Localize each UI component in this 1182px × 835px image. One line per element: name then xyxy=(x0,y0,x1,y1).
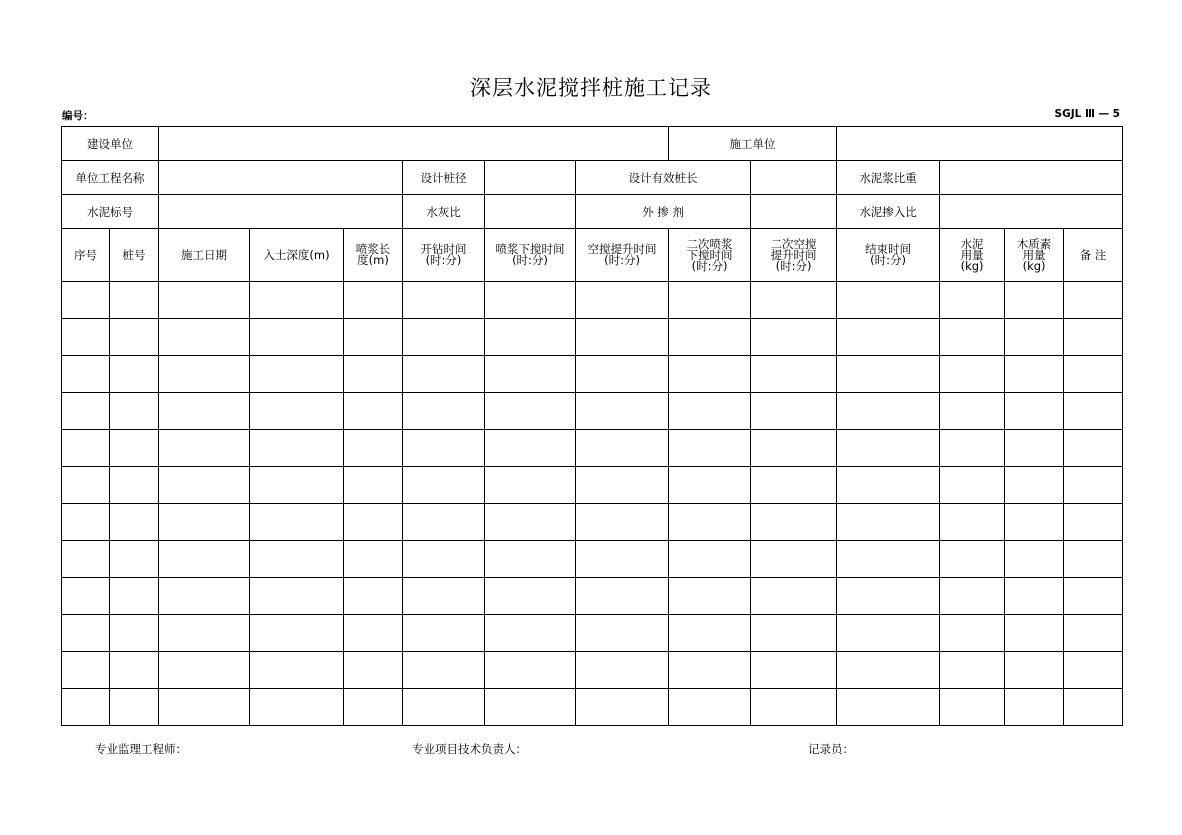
column-header-line: (时:分) xyxy=(425,253,462,267)
table-cell[interactable] xyxy=(62,282,110,319)
table-cell[interactable] xyxy=(485,541,576,578)
construction-unit-value[interactable] xyxy=(159,127,669,161)
column-header-line: (时:分) xyxy=(775,258,812,273)
table-cell[interactable] xyxy=(576,689,669,726)
table-cell[interactable] xyxy=(576,282,669,319)
table-cell[interactable] xyxy=(250,319,344,356)
table-cell[interactable] xyxy=(576,652,669,689)
table-cell[interactable] xyxy=(837,430,940,467)
column-header xyxy=(344,229,403,282)
table-cell[interactable] xyxy=(62,319,110,356)
table-cell[interactable] xyxy=(403,652,485,689)
table-cell[interactable] xyxy=(159,652,250,689)
table-cell[interactable] xyxy=(110,467,159,504)
table-cell[interactable] xyxy=(751,689,837,726)
table-cell[interactable] xyxy=(576,430,669,467)
table-cell[interactable] xyxy=(1064,578,1123,615)
column-header xyxy=(669,229,751,282)
table-cell[interactable] xyxy=(403,541,485,578)
table-cell[interactable] xyxy=(62,578,110,615)
table-cell[interactable] xyxy=(751,467,837,504)
table-cell[interactable] xyxy=(110,282,159,319)
table-cell[interactable] xyxy=(751,282,837,319)
column-header xyxy=(1064,229,1123,282)
admixture-label: 外 掺 剂 xyxy=(576,195,751,229)
table-row xyxy=(62,541,1123,578)
builder-unit-label: 施工单位 xyxy=(669,127,837,161)
table-cell[interactable] xyxy=(110,504,159,541)
column-header-line: (时:分) xyxy=(604,253,640,267)
table-cell[interactable] xyxy=(344,282,403,319)
table-row xyxy=(62,430,1123,467)
project-name-label: 单位工程名称 xyxy=(62,161,159,195)
column-header-line: 入土深度(m) xyxy=(263,247,330,262)
column-header-line: (kg) xyxy=(1022,258,1046,273)
table-cell[interactable] xyxy=(1064,689,1123,726)
table-cell[interactable] xyxy=(485,467,576,504)
table-cell[interactable] xyxy=(110,430,159,467)
table-cell[interactable] xyxy=(250,578,344,615)
table-cell[interactable] xyxy=(751,615,837,652)
table-cell[interactable] xyxy=(751,356,837,393)
table-cell[interactable] xyxy=(940,541,1005,578)
table-cell[interactable] xyxy=(485,652,576,689)
table-row xyxy=(62,467,1123,504)
table-cell[interactable] xyxy=(403,467,485,504)
table-cell[interactable] xyxy=(669,541,751,578)
table-cell[interactable] xyxy=(403,393,485,430)
table-cell[interactable] xyxy=(669,356,751,393)
table-cell[interactable] xyxy=(940,319,1005,356)
table-cell[interactable] xyxy=(485,504,576,541)
table-cell[interactable] xyxy=(669,319,751,356)
table-row xyxy=(62,504,1123,541)
table-cell[interactable] xyxy=(485,282,576,319)
construction-unit-label: 建设单位 xyxy=(62,127,159,161)
table-cell[interactable] xyxy=(485,689,576,726)
table-cell[interactable] xyxy=(1064,652,1123,689)
column-header-line: 二次喷浆 xyxy=(686,236,733,251)
table-cell[interactable] xyxy=(576,504,669,541)
table-cell[interactable] xyxy=(62,615,110,652)
table-cell[interactable] xyxy=(344,393,403,430)
table-cell[interactable] xyxy=(837,467,940,504)
table-cell[interactable] xyxy=(751,504,837,541)
table-cell[interactable] xyxy=(250,504,344,541)
slurry-density-value[interactable] xyxy=(940,161,1123,195)
column-header-line: 木质素 xyxy=(1016,236,1052,251)
table-cell[interactable] xyxy=(669,652,751,689)
table-cell[interactable] xyxy=(485,615,576,652)
table-cell[interactable] xyxy=(344,652,403,689)
design-length-label: 设计有效桩长 xyxy=(576,161,751,195)
wc-ratio-label: 水灰比 xyxy=(403,195,485,229)
table-cell[interactable] xyxy=(1064,356,1123,393)
table-cell[interactable] xyxy=(159,541,250,578)
table-cell[interactable] xyxy=(837,282,940,319)
table-row xyxy=(62,356,1123,393)
table-cell[interactable] xyxy=(751,541,837,578)
table-cell[interactable] xyxy=(837,652,940,689)
cement-ratio-label: 水泥掺入比 xyxy=(837,195,940,229)
table-cell[interactable] xyxy=(1005,615,1064,652)
table-cell[interactable] xyxy=(344,356,403,393)
table-cell[interactable] xyxy=(1005,393,1064,430)
table-cell[interactable] xyxy=(403,504,485,541)
table-cell[interactable] xyxy=(344,504,403,541)
design-length-value[interactable] xyxy=(751,161,837,195)
table-cell[interactable] xyxy=(403,282,485,319)
column-header xyxy=(110,229,159,282)
table-row xyxy=(62,319,1123,356)
table-cell[interactable] xyxy=(837,578,940,615)
table-cell[interactable] xyxy=(1064,319,1123,356)
table-cell[interactable] xyxy=(250,652,344,689)
column-header-line: 施工日期 xyxy=(181,247,227,262)
table-row xyxy=(62,578,1123,615)
column-header xyxy=(485,229,576,282)
table-cell[interactable] xyxy=(669,467,751,504)
table-cell[interactable] xyxy=(751,393,837,430)
table-cell[interactable] xyxy=(837,689,940,726)
table-cell[interactable] xyxy=(62,430,110,467)
table-cell[interactable] xyxy=(576,356,669,393)
column-header-line: 提升时间 xyxy=(770,247,817,262)
table-cell[interactable] xyxy=(751,652,837,689)
table-cell[interactable] xyxy=(1005,541,1064,578)
table-cell[interactable] xyxy=(403,689,485,726)
column-header xyxy=(751,229,837,282)
table-cell[interactable] xyxy=(940,652,1005,689)
table-cell[interactable] xyxy=(485,393,576,430)
table-cell[interactable] xyxy=(940,393,1005,430)
table-cell[interactable] xyxy=(344,689,403,726)
table-cell[interactable] xyxy=(250,282,344,319)
table-cell[interactable] xyxy=(62,652,110,689)
table-row xyxy=(62,615,1123,652)
table-cell[interactable] xyxy=(485,319,576,356)
column-header xyxy=(940,229,1005,282)
table-cell[interactable] xyxy=(159,393,250,430)
table-cell[interactable] xyxy=(62,356,110,393)
design-diameter-label: 设计桩径 xyxy=(403,161,485,195)
table-cell[interactable] xyxy=(250,689,344,726)
table-cell[interactable] xyxy=(250,467,344,504)
table-cell[interactable] xyxy=(159,578,250,615)
table-cell[interactable] xyxy=(110,689,159,726)
table-cell[interactable] xyxy=(576,578,669,615)
table-cell[interactable] xyxy=(110,393,159,430)
table-cell[interactable] xyxy=(1005,578,1064,615)
column-header-line: (时:分) xyxy=(691,258,728,273)
table-cell[interactable] xyxy=(576,615,669,652)
column-header-line: (时:分) xyxy=(512,253,548,267)
table-cell[interactable] xyxy=(940,282,1005,319)
table-cell[interactable] xyxy=(940,689,1005,726)
table-cell[interactable] xyxy=(62,689,110,726)
table-cell[interactable] xyxy=(159,282,250,319)
table-cell[interactable] xyxy=(1064,282,1123,319)
table-cell[interactable] xyxy=(250,615,344,652)
table-cell[interactable] xyxy=(940,504,1005,541)
table-cell[interactable] xyxy=(1005,467,1064,504)
table-cell[interactable] xyxy=(940,356,1005,393)
column-header-line: 备 注 xyxy=(1079,247,1107,262)
table-cell[interactable] xyxy=(1064,430,1123,467)
form-code: SGJL Ⅲ — 5 xyxy=(1054,108,1120,120)
column-header-line: 水泥 xyxy=(960,236,984,251)
table-cell[interactable] xyxy=(940,430,1005,467)
table-cell[interactable] xyxy=(159,319,250,356)
table-cell[interactable] xyxy=(485,356,576,393)
table-cell[interactable] xyxy=(110,541,159,578)
table-cell[interactable] xyxy=(669,615,751,652)
page-title: 深层水泥搅拌桩施工记录 xyxy=(470,76,712,100)
table-cell[interactable] xyxy=(751,319,837,356)
table-cell[interactable] xyxy=(940,615,1005,652)
column-header xyxy=(250,229,344,282)
column-header-line: 桩号 xyxy=(122,247,146,262)
table-cell[interactable] xyxy=(344,319,403,356)
table-cell[interactable] xyxy=(1064,504,1123,541)
table-cell[interactable] xyxy=(344,615,403,652)
column-header-line: 用量 xyxy=(1022,247,1046,262)
table-cell[interactable] xyxy=(250,430,344,467)
table-cell[interactable] xyxy=(837,356,940,393)
table-cell[interactable] xyxy=(110,319,159,356)
builder-unit-value[interactable] xyxy=(837,127,1123,161)
column-header-line: 序号 xyxy=(74,247,97,262)
table-cell[interactable] xyxy=(62,467,110,504)
table-row xyxy=(62,282,1123,319)
table-cell[interactable] xyxy=(485,430,576,467)
table-cell[interactable] xyxy=(250,541,344,578)
table-cell[interactable] xyxy=(837,319,940,356)
cement-grade-label: 水泥标号 xyxy=(62,195,159,229)
slurry-density-label: 水泥浆比重 xyxy=(837,161,940,195)
column-header xyxy=(62,229,110,282)
table-cell[interactable] xyxy=(250,356,344,393)
table-cell[interactable] xyxy=(576,393,669,430)
table-cell[interactable] xyxy=(344,541,403,578)
column-header-row xyxy=(62,229,1123,282)
column-header-line: 二次空搅 xyxy=(770,236,817,251)
column-header-line: 空搅提升时间 xyxy=(587,242,657,256)
column-header xyxy=(403,229,485,282)
tech-lead-signature-label: 专业项目技术负责人： xyxy=(412,742,527,756)
column-header-line: (kg) xyxy=(960,258,984,273)
table-cell[interactable] xyxy=(837,541,940,578)
table-cell[interactable] xyxy=(1005,430,1064,467)
table-cell[interactable] xyxy=(62,504,110,541)
table-cell[interactable] xyxy=(110,652,159,689)
table-cell[interactable] xyxy=(1064,615,1123,652)
table-cell[interactable] xyxy=(159,504,250,541)
table-cell[interactable] xyxy=(1005,652,1064,689)
table-cell[interactable] xyxy=(940,578,1005,615)
column-header xyxy=(576,229,669,282)
column-header-line: 喷浆长 xyxy=(355,242,391,256)
table-cell[interactable] xyxy=(110,578,159,615)
table-cell[interactable] xyxy=(403,356,485,393)
table-cell[interactable] xyxy=(669,282,751,319)
column-header-line: 结束时间 xyxy=(865,242,912,256)
table-cell[interactable] xyxy=(62,393,110,430)
column-header-line: 度(m) xyxy=(357,253,389,267)
column-header-line: (时:分) xyxy=(870,253,906,267)
table-cell[interactable] xyxy=(837,393,940,430)
table-cell[interactable] xyxy=(344,578,403,615)
column-header-line: 开钻时间 xyxy=(420,242,467,256)
table-cell[interactable] xyxy=(159,467,250,504)
table-cell[interactable] xyxy=(669,504,751,541)
table-cell[interactable] xyxy=(110,356,159,393)
table-cell[interactable] xyxy=(159,430,250,467)
table-cell[interactable] xyxy=(837,504,940,541)
supervisor-signature-label: 专业监理工程师： xyxy=(95,742,187,756)
table-cell[interactable] xyxy=(344,467,403,504)
table-cell[interactable] xyxy=(403,319,485,356)
table-cell[interactable] xyxy=(344,430,403,467)
table-cell[interactable] xyxy=(485,578,576,615)
cement-grade-value[interactable] xyxy=(159,195,403,229)
table-cell[interactable] xyxy=(669,393,751,430)
table-cell[interactable] xyxy=(159,615,250,652)
project-name-value[interactable] xyxy=(159,161,403,195)
table-cell[interactable] xyxy=(751,430,837,467)
table-cell[interactable] xyxy=(250,393,344,430)
table-cell[interactable] xyxy=(159,689,250,726)
column-header xyxy=(159,229,250,282)
table-cell[interactable] xyxy=(837,615,940,652)
table-cell[interactable] xyxy=(1005,504,1064,541)
form-number-label: 编号： xyxy=(62,110,94,122)
table-cell[interactable] xyxy=(1005,356,1064,393)
design-diameter-value[interactable] xyxy=(485,161,576,195)
table-cell[interactable] xyxy=(940,467,1005,504)
table-cell[interactable] xyxy=(669,689,751,726)
table-cell[interactable] xyxy=(110,615,159,652)
table-cell[interactable] xyxy=(1005,689,1064,726)
table-cell[interactable] xyxy=(1005,319,1064,356)
table-cell[interactable] xyxy=(1005,282,1064,319)
column-header xyxy=(1005,229,1064,282)
table-cell[interactable] xyxy=(62,541,110,578)
table-cell[interactable] xyxy=(576,541,669,578)
cement-ratio-value[interactable] xyxy=(940,195,1123,229)
table-cell[interactable] xyxy=(1064,541,1123,578)
table-row xyxy=(62,652,1123,689)
column-header-line: 用量 xyxy=(960,247,984,262)
table-cell[interactable] xyxy=(751,578,837,615)
column-header-line: 下搅时间 xyxy=(686,247,733,262)
table-row xyxy=(62,689,1123,726)
table-cell[interactable] xyxy=(1064,393,1123,430)
table-row xyxy=(62,393,1123,430)
record-table xyxy=(61,126,1123,726)
table-cell[interactable] xyxy=(1064,467,1123,504)
table-cell[interactable] xyxy=(576,319,669,356)
wc-ratio-value[interactable] xyxy=(485,195,576,229)
admixture-value[interactable] xyxy=(751,195,837,229)
table-cell[interactable] xyxy=(403,578,485,615)
table-cell[interactable] xyxy=(159,356,250,393)
column-header-line: 喷浆下搅时间 xyxy=(495,242,565,256)
table-cell[interactable] xyxy=(403,615,485,652)
column-header xyxy=(837,229,940,282)
table-cell[interactable] xyxy=(403,430,485,467)
table-cell[interactable] xyxy=(576,467,669,504)
table-cell[interactable] xyxy=(669,578,751,615)
recorder-signature-label: 记录员： xyxy=(808,742,854,756)
table-cell[interactable] xyxy=(669,430,751,467)
